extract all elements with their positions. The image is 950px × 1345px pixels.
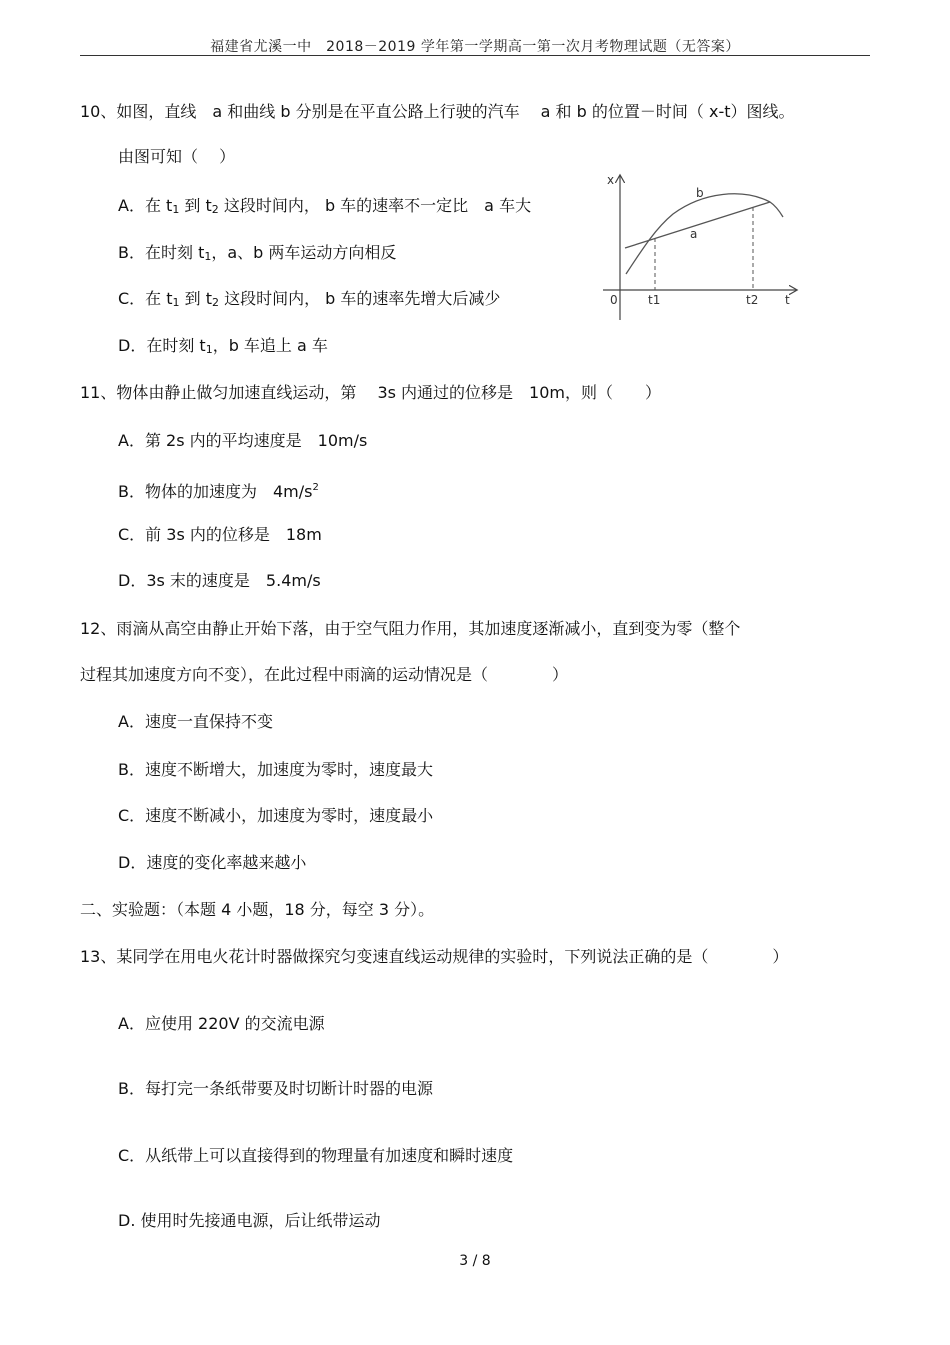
q12-option-d: D．速度的变化率越来越小 — [118, 853, 307, 872]
origin-label: 0 — [610, 293, 618, 307]
q13-option-a: A．应使用 220V 的交流电源 — [118, 1014, 325, 1033]
q12-stem-line1: 12、雨滴从高空由静止开始下落，由于空气阻力作用，其加速度逐渐减小，直到变为零（整个 — [80, 619, 741, 638]
q13-option-b: B．每打完一条纸带要及时切断计时器的电源 — [118, 1079, 433, 1098]
page-header: 福建省尤溪一中 2018－2019 学年第一学期高一第一次月考物理试题（无答案） — [210, 39, 740, 55]
q10-option-a: A．在 $t_1$ 到 $t_2$ 这段时间内， b 车的速率不一定比 a 车大 — [118, 196, 532, 216]
q12-option-b: B．速度不断增大，加速度为零时，速度最大 — [118, 760, 433, 779]
q10-option-b: B．在时刻 $t_1$，a、b 两车运动方向相反 — [118, 243, 397, 263]
q11-option-d: D．3s 末的速度是 5.4m/s — [118, 571, 321, 590]
q13-option-d: D. 使用时先接通电源，后让纸带运动 — [118, 1211, 381, 1230]
y-axis-label: x — [607, 173, 615, 187]
line-a-label: a — [690, 227, 698, 241]
q11-stem: 11、物体由静止做匀加速直线运动，第 3s 内通过的位移是 10m，则（ ） — [80, 383, 661, 402]
x-axis-label: t — [785, 293, 790, 307]
q12-option-a: A．速度一直保持不变 — [118, 712, 273, 731]
q10-stem-line2: 由图可知（ ） — [118, 147, 236, 166]
line-a — [625, 202, 770, 248]
q11-option-b: B．物体的加速度为 $4m/s^2$ — [118, 482, 319, 501]
q12-stem-line2: 过程其加速度方向不变），在此过程中雨滴的运动情况是（ ） — [80, 665, 569, 684]
q11-option-a: A．第 2s 内的平均速度是 10m/s — [118, 431, 368, 450]
xt-graph — [598, 170, 808, 320]
q13-option-c: C．从纸带上可以直接得到的物理量有加速度和瞬时速度 — [118, 1146, 514, 1165]
q10-option-c: C．在 $t_1$ 到 $t_2$ 这段时间内， b 车的速率先增大后减少 — [118, 289, 501, 309]
section-2-title: 二、实验题：（本题 4 小题，18 分，每空 3 分）。 — [80, 900, 435, 919]
q10-option-d: D．在时刻 $t_1$，b 车追上 a 车 — [118, 336, 328, 356]
q10-stem-line1: 10、如图，直线 a 和曲线 b 分别是在平直公路上行驶的汽车 a 和 b 的位置－时间（ x-t）图线。 — [80, 102, 795, 121]
header-divider — [80, 55, 870, 56]
page-number: 3 / 8 — [459, 1253, 491, 1269]
q11-option-c: C．前 3s 内的位移是 18m — [118, 525, 322, 544]
curve-b-label: b — [696, 186, 704, 200]
q13-stem: 13、某同学在用电火花计时器做探究匀变速直线运动规律的实验时，下列说法正确的是（ ） — [80, 947, 789, 966]
t1-label: t1 — [648, 293, 661, 307]
t2-label: t2 — [746, 293, 759, 307]
q12-option-c: C．速度不断减小，加速度为零时，速度最小 — [118, 806, 434, 825]
